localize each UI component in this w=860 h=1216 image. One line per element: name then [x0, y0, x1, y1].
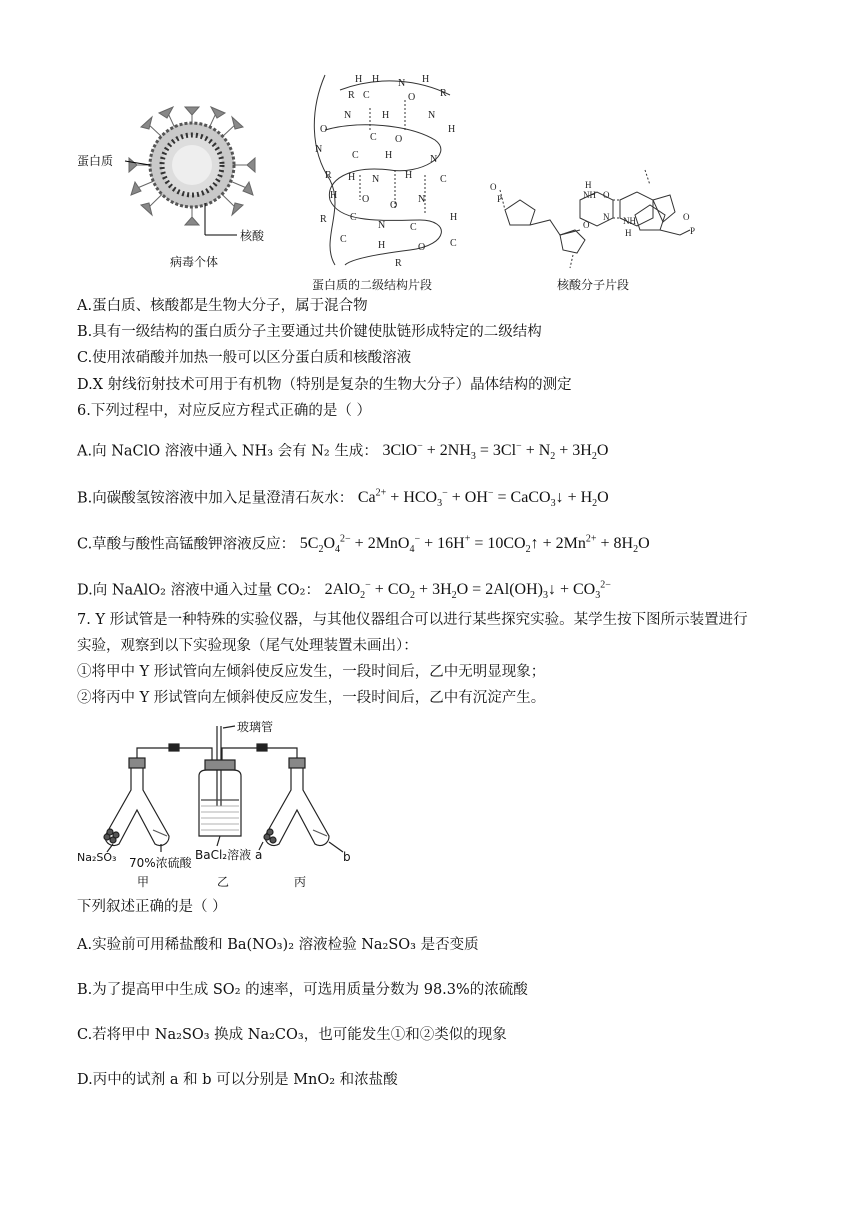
svg-text:C: C — [340, 234, 347, 245]
q5-option-b: B.具有一级结构的蛋白质分子主要通过共价键使肽链形成特定的二级结构 — [77, 324, 542, 340]
virus-figure — [77, 85, 277, 275]
right-clamp — [257, 744, 267, 751]
svg-text:NH: NH — [623, 216, 636, 226]
svg-text:N: N — [430, 154, 438, 165]
q7-stem-line1: 7. Y 形试管是一种特殊的实验仪器，与其他仪器组合可以进行某些探究实验。某学生按下图所示装置进行 — [77, 612, 748, 628]
svg-text:N: N — [372, 174, 380, 185]
q5-option-c: C.使用浓硝酸并加热一般可以区分蛋白质和核酸溶液 — [77, 350, 412, 366]
protein-caption: 蛋白质的二级结构片段 — [312, 278, 433, 292]
virus-illustration — [77, 85, 277, 275]
q6-option-c — [77, 530, 650, 561]
q6-option-b-text: B.向碳酸氢铵溶液中加入足量澄清石灰水： — [77, 490, 354, 507]
svg-text:N: N — [418, 194, 426, 205]
svg-text:H: H — [625, 228, 632, 238]
left-clamp — [169, 744, 179, 751]
svg-text:H: H — [330, 190, 338, 201]
svg-text:H: H — [378, 240, 386, 251]
q5-option-d: D.X 射线衍射技术可用于有机物（特别是复杂的生物大分子）晶体结构的测定 — [77, 377, 572, 393]
svg-text:O: O — [320, 124, 328, 135]
svg-text:C: C — [363, 90, 370, 101]
q7-option-d: D.丙中的试剂 a 和 b 可以分别是 MnO₂ 和浓盐酸 — [77, 1072, 398, 1088]
q7-observation-1: ①将甲中 Y 形试管向左倾斜使反应发生，一段时间后，乙中无明显现象； — [77, 664, 546, 680]
svg-text:N: N — [398, 78, 406, 89]
svg-text:R: R — [325, 170, 332, 181]
fig-yi-label: 乙 — [217, 875, 230, 889]
virus-nucleic-label: 核酸 — [240, 229, 265, 243]
svg-text:O: O — [683, 212, 690, 222]
apparatus-diagram — [77, 718, 367, 890]
svg-text:N: N — [603, 212, 610, 222]
svg-text:O: O — [490, 182, 497, 192]
fig-jia-label: 甲 — [137, 875, 150, 889]
q7-stem-line2: 实验，观察到以下实验现象（尾气处理装置未画出）： — [77, 638, 418, 654]
svg-text:H: H — [372, 74, 380, 85]
left-stopper — [129, 758, 145, 768]
q7-ask: 下列叙述正确的是（ ） — [77, 899, 227, 915]
protein-helix-diagram — [300, 70, 475, 270]
svg-text:O: O — [583, 220, 590, 230]
svg-text:R: R — [395, 258, 402, 269]
fig-bacl2-label: BaCl₂溶液 — [195, 848, 252, 862]
nucleic-acid-diagram — [485, 160, 710, 270]
svg-text:N: N — [344, 110, 352, 121]
q7-observation-2: ②将丙中 Y 形试管向左倾斜使反应发生，一段时间后，乙中有沉淀产生。 — [77, 690, 546, 706]
q6-option-d-equation: $2AlO_2^- + CO_2 + 3H_2O$ = $2Al(OH)_3↓ + CO_3^{2-}$ — [324, 580, 611, 602]
svg-text:O: O — [395, 134, 403, 145]
fig-acid-label: 70%浓硫酸 — [129, 856, 192, 870]
q6-option-c-text: C.草酸与酸性高锰酸钾溶液反应： — [77, 536, 296, 553]
svg-text:N: N — [315, 144, 323, 155]
svg-text:R: R — [320, 214, 327, 225]
q6-option-d — [77, 576, 611, 607]
svg-text:H: H — [385, 150, 393, 161]
svg-text:R: R — [440, 88, 447, 99]
q6-option-a — [77, 437, 608, 468]
svg-text:H: H — [382, 110, 390, 121]
svg-text:P: P — [497, 194, 503, 204]
nucleic-acid-figure — [485, 160, 710, 295]
fig-b-label: b — [343, 850, 351, 864]
q6-option-a-text: A.向 NaClO 溶液中通入 NH₃ 会有 N₂ 生成： — [77, 443, 378, 460]
svg-text:O: O — [390, 200, 398, 211]
virus-protein-label: 蛋白质 — [77, 154, 114, 168]
fig-na2so3-label: Na₂SO₃ — [77, 851, 117, 864]
svg-text:C: C — [350, 212, 357, 223]
svg-text:N: N — [428, 110, 436, 121]
fig-a-label: a — [255, 848, 263, 862]
bottle-stopper — [205, 760, 235, 770]
q5-option-a: A.蛋白质、核酸都是生物大分子，属于混合物 — [77, 298, 368, 314]
svg-text:H: H — [448, 124, 456, 135]
virus-caption: 病毒个体 — [170, 255, 219, 269]
apparatus-figure — [77, 718, 367, 890]
svg-text:C: C — [352, 150, 359, 161]
q6-option-b-equation: $Ca^{2+} + HCO_3^- + OH^-$ = CaCO$_3$↓ + $H_2O$ — [357, 488, 609, 510]
svg-text:C: C — [370, 132, 377, 143]
svg-text:O: O — [362, 194, 370, 205]
svg-text:H: H — [450, 212, 458, 223]
svg-text:O: O — [408, 92, 416, 103]
q7-option-b: B.为了提高甲中生成 SO₂ 的速率，可选用质量分数为 98.3%的浓硫酸 — [77, 982, 528, 998]
svg-text:C: C — [450, 238, 457, 249]
svg-text:NH: NH — [583, 190, 596, 200]
protein-structure-figure — [300, 70, 475, 295]
fig-bing-label: 丙 — [294, 875, 307, 889]
q7-option-c: C.若将甲中 Na₂SO₃ 换成 Na₂CO₃，也可能发生①和②类似的现象 — [77, 1027, 507, 1043]
fig-glass-tube-label: 玻璃管 — [237, 720, 274, 734]
q6-stem: 6.下列过程中，对应反应方程式正确的是（ ） — [77, 403, 371, 419]
svg-text:H: H — [585, 180, 592, 190]
q6-option-b — [77, 484, 609, 515]
q6-option-a-equation: $3ClO^- + 2NH_3 = 3Cl^- + N_2 + 3H_2O$ — [382, 441, 609, 463]
svg-text:N: N — [378, 220, 386, 231]
q6-option-d-text: D.向 NaAlO₂ 溶液中通入过量 CO₂： — [77, 582, 320, 599]
svg-text:H: H — [422, 74, 430, 85]
svg-text:H: H — [348, 172, 356, 183]
svg-text:O: O — [418, 242, 426, 253]
svg-text:C: C — [410, 222, 417, 233]
nucleic-caption: 核酸分子片段 — [557, 278, 630, 292]
svg-text:C: C — [440, 174, 447, 185]
q7-option-a: A.实验前可用稀盐酸和 Ba(NO₃)₂ 溶液检验 Na₂SO₃ 是否变质 — [77, 937, 479, 953]
svg-text:R: R — [348, 90, 355, 101]
svg-text:H: H — [355, 74, 363, 85]
svg-text:P: P — [690, 226, 696, 236]
svg-text:O: O — [603, 190, 610, 200]
right-stopper — [289, 758, 305, 768]
q6-option-c-equation: $5C_2O_4^{2-} + 2MnO_4^- + 16H^+$ = $10CO_2↑ + 2Mn^{2+} + 8H_2O$ — [299, 534, 650, 556]
svg-text:H: H — [405, 170, 413, 181]
